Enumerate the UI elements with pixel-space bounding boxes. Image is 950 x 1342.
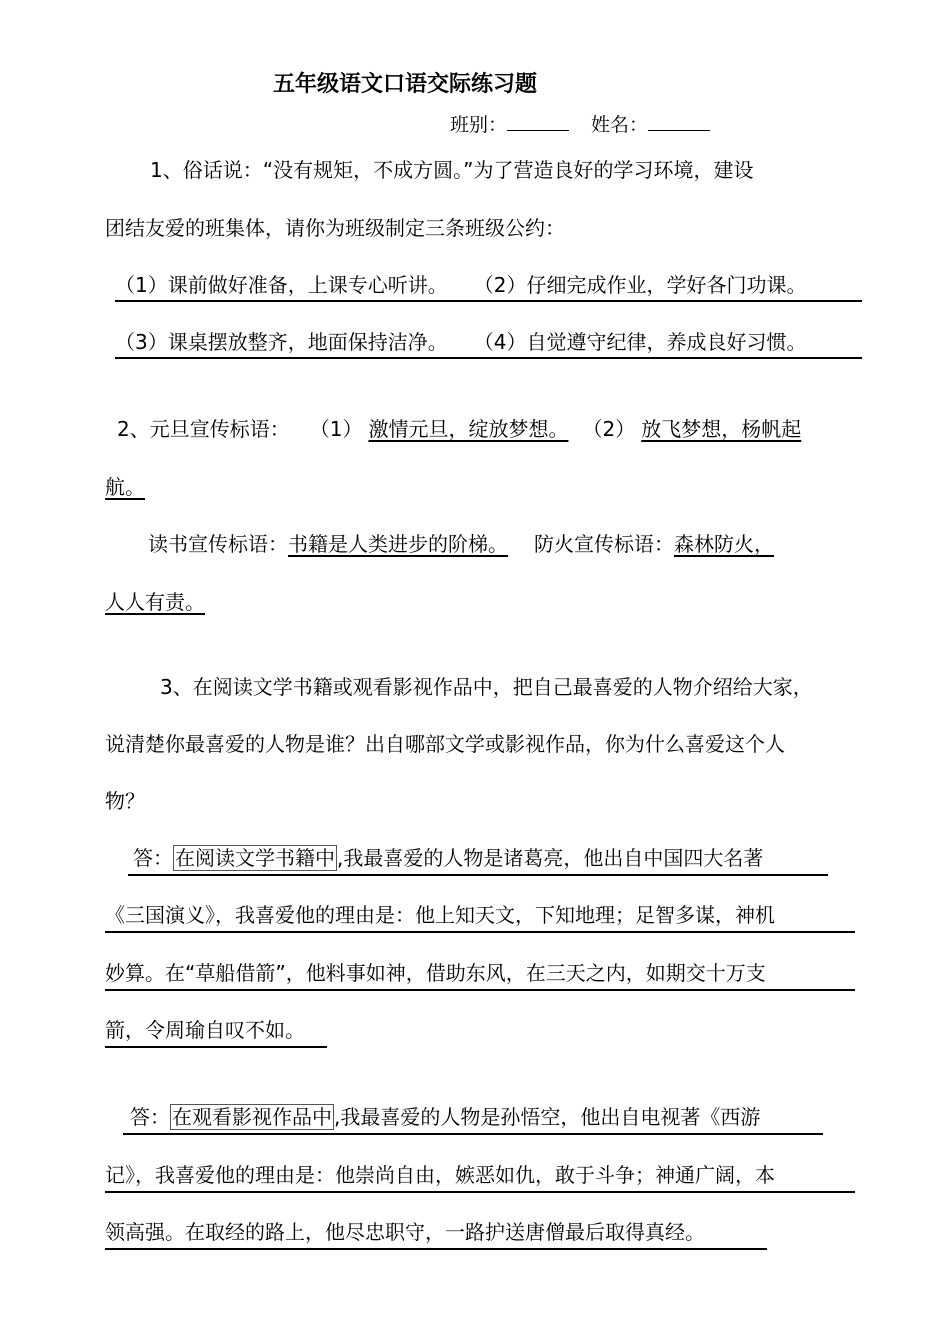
q2-line4: [105, 589, 205, 615]
q1-prompt-line1: 1、俗话说：“没有规矩，不成方圆。”为了营造良好的学习环境，建设: [150, 158, 754, 182]
q1-answer-row1: [115, 272, 806, 298]
q2-line2: [105, 474, 145, 500]
q1-answer-row2: [115, 329, 806, 355]
q3-prompt-line2: 说清楚你最喜爱的人物是谁？出自哪部文学或影视作品，你为什么喜爱这个人: [105, 732, 785, 756]
q1-answer-2: （2）仔细完成作业，学好各门功课。: [473, 273, 807, 297]
name-blank[interactable]: [648, 112, 710, 131]
q3-answer1-line3: 妙算。在“草船借箭”，他料事如神，借助东风，在三天之内，如期交十万支: [105, 961, 766, 985]
q2-line1: [117, 416, 801, 442]
q3-answer1-line1: [133, 845, 763, 871]
q3-answer2-line2-underline: [105, 1191, 855, 1193]
q3-answer1-line3-underline: [105, 989, 855, 991]
q3-answer1-line2-underline: [105, 931, 855, 933]
q1-answer-3: （3）课桌摆放整齐，地面保持洁净。: [115, 330, 448, 354]
class-label: 班别：: [450, 114, 508, 136]
q1-answer-1: （1）课前做好准备，上课专心听讲。: [115, 273, 448, 297]
q3-answer2-line1-rest: ,我最喜爱的人物是孙悟空，他出自电视著《西游: [334, 1105, 761, 1129]
q3-prompt-line1: 3、在阅读文学书籍或观看影视作品中，把自己最喜爱的人物介绍给大家，: [160, 675, 813, 699]
class-blank[interactable]: [507, 112, 569, 131]
q3-answer1-line1-underline: [128, 874, 828, 876]
q2-num1: （1）: [309, 417, 363, 441]
q1-prompt-line2: 团结友爱的班集体，请你为班级制定三条班级公约：: [105, 216, 565, 240]
q2-fire-slogan-part1: 森林防火，: [674, 532, 774, 556]
q3-answer2-line2: 记》，我喜爱他的理由是：他崇尚自由，嫉恶如仇，敢于斗争；神通广阔，本: [105, 1163, 775, 1187]
q3-answer1-label: 答：: [133, 846, 173, 870]
q2-fire-label: 防火宣传标语：: [534, 532, 674, 556]
q3-answer1-line4: 箭，令周瑜自叹不如。: [105, 1018, 305, 1042]
q2-reading-label: 读书宣传标语：: [148, 532, 288, 556]
q2-slogan1: 激情元旦，绽放梦想。: [368, 417, 569, 441]
name-label: 姓名：: [591, 114, 649, 136]
q3-answer1-line2: 《三国演义》，我喜爱他的理由是：他上知天文，下知地理；足智多谋，神机: [105, 903, 775, 927]
q3-answer1-line4-underline: [105, 1046, 327, 1048]
q2-reading-slogan: 书籍是人类进步的阶梯。: [288, 532, 508, 556]
q2-slogan2-part2: 航。: [105, 475, 145, 499]
q2-fire-slogan-part2: 人人有责。: [105, 590, 205, 614]
q3-answer2-line1-underline: [123, 1133, 823, 1135]
q2-line3: [148, 531, 774, 557]
q1-answer-row2-underline: [115, 357, 862, 359]
page-title: 五年级语文口语交际练习题: [273, 72, 538, 97]
q3-answer2-line1: [130, 1104, 760, 1130]
q3-answer2-line3: 领高强。在取经的路上，他尽忠职守，一路护送唐僧最后取得真经。: [105, 1220, 705, 1244]
q3-answer2-label: 答：: [130, 1105, 170, 1129]
q3-answer1-line1-rest: ,我最喜爱的人物是诸葛亮，他出自中国四大名著: [337, 846, 764, 870]
student-info: [450, 112, 710, 138]
q1-answer-4: （4）自觉遵守纪律，养成良好习惯。: [473, 330, 807, 354]
q1-answer-row1-underline: [115, 300, 862, 302]
q2-prefix: 2、元旦宣传标语：: [117, 417, 290, 441]
q3-answer2-boxed: 在观看影视作品中: [172, 1105, 332, 1129]
q2-slogan2-part1: 放飞梦想，杨帆起: [641, 417, 802, 441]
q3-answer1-boxed: 在阅读文学书籍中: [175, 846, 335, 870]
q2-num2: （2）: [582, 417, 636, 441]
q3-prompt-line3: 物？: [105, 789, 145, 813]
q3-answer2-line3-underline: [105, 1248, 767, 1250]
